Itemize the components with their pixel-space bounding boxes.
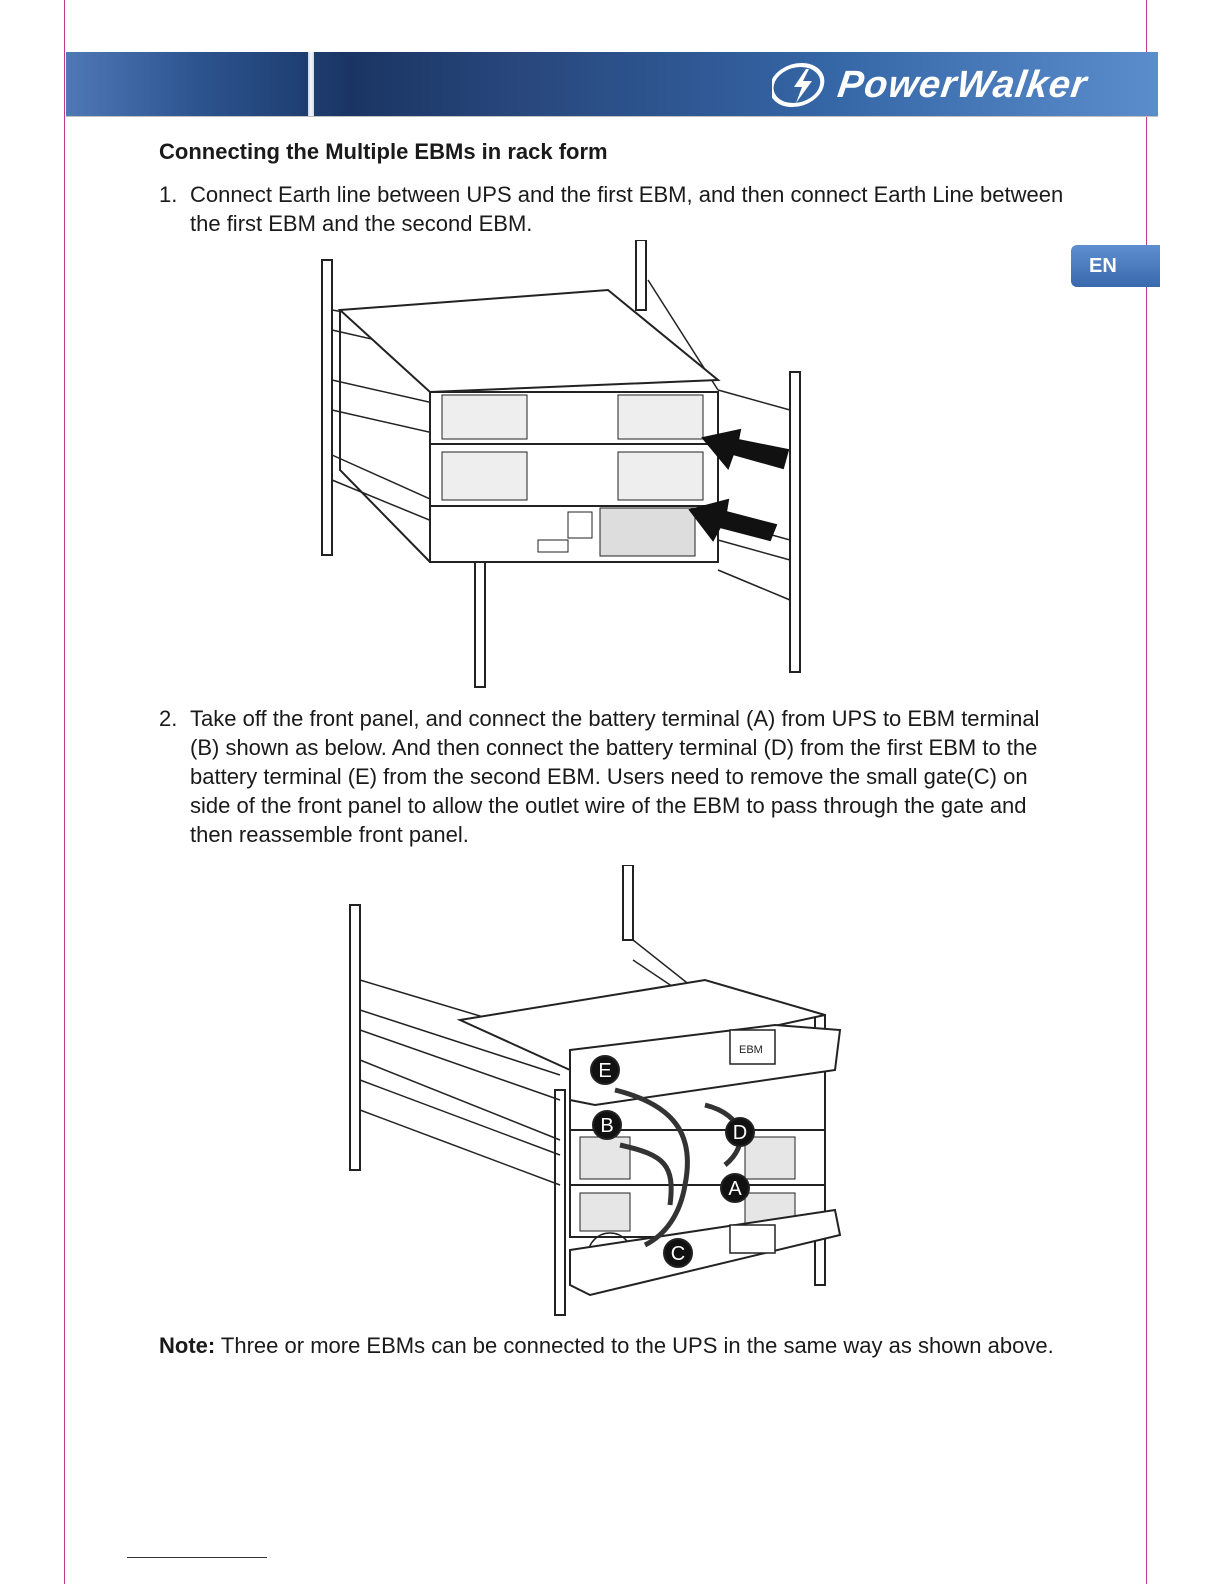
- device-stack: [340, 290, 718, 562]
- header-underline: [66, 116, 1158, 117]
- brand-logo: [772, 60, 1090, 110]
- header-separator: [308, 52, 314, 116]
- language-tab-en[interactable]: EN: [1071, 245, 1160, 287]
- rack-rail-top: [636, 240, 646, 310]
- brand-name: PowerWalker: [835, 63, 1090, 106]
- svg-text:E: E: [598, 1060, 612, 1082]
- footer-rule: [127, 1557, 267, 1558]
- page-border-left: [64, 0, 65, 1584]
- rack-rail-right: [790, 372, 800, 672]
- callout-d: [726, 1118, 754, 1146]
- callout-c: [664, 1239, 692, 1267]
- svg-text:D: D: [732, 1122, 748, 1144]
- step-1-text: Connect Earth line between UPS and the first EBM, and then connect Earth Line between the first EBM and the second EBM.: [190, 182, 1064, 236]
- note-text: Three or more EBMs can be connected to the UPS in the same way as shown above.: [215, 1333, 1054, 1358]
- ebm-panel-label: EBM: [739, 1044, 763, 1056]
- page-border-right: [1146, 0, 1147, 1584]
- svg-text:A: A: [728, 1178, 742, 1200]
- callout-e: [591, 1056, 619, 1084]
- figure-earth-line-connection: [318, 240, 808, 690]
- step-2-text: Take off the front panel, and connect the battery terminal (A) from UPS to EBM terminal (B) shown as below. And then connect the battery terminal (D) from the first EBM to the battery terminal (E) from the second EBM. Users need to remove the small gate(C) on side of the front panel to allow the outlet wire of the EBM to pass through the gate and then reassemble front panel.: [190, 706, 1040, 847]
- powerwalker-logo-icon: [772, 61, 832, 109]
- step-2: [159, 704, 1070, 849]
- callout-a: [721, 1174, 749, 1202]
- step-1: [159, 180, 1070, 238]
- step-2-number: 2.: [159, 706, 178, 731]
- svg-text:B: B: [600, 1115, 614, 1137]
- section-heading: Connecting the Multiple EBMs in rack form: [159, 139, 608, 164]
- rack-rail-left: [322, 260, 332, 555]
- step-1-number: 1.: [159, 182, 178, 207]
- callout-b: [593, 1111, 621, 1139]
- svg-text:C: C: [670, 1243, 686, 1265]
- note: [159, 1331, 1119, 1361]
- note-label: Note:: [159, 1333, 216, 1358]
- figure-battery-terminal-connection: [345, 865, 850, 1320]
